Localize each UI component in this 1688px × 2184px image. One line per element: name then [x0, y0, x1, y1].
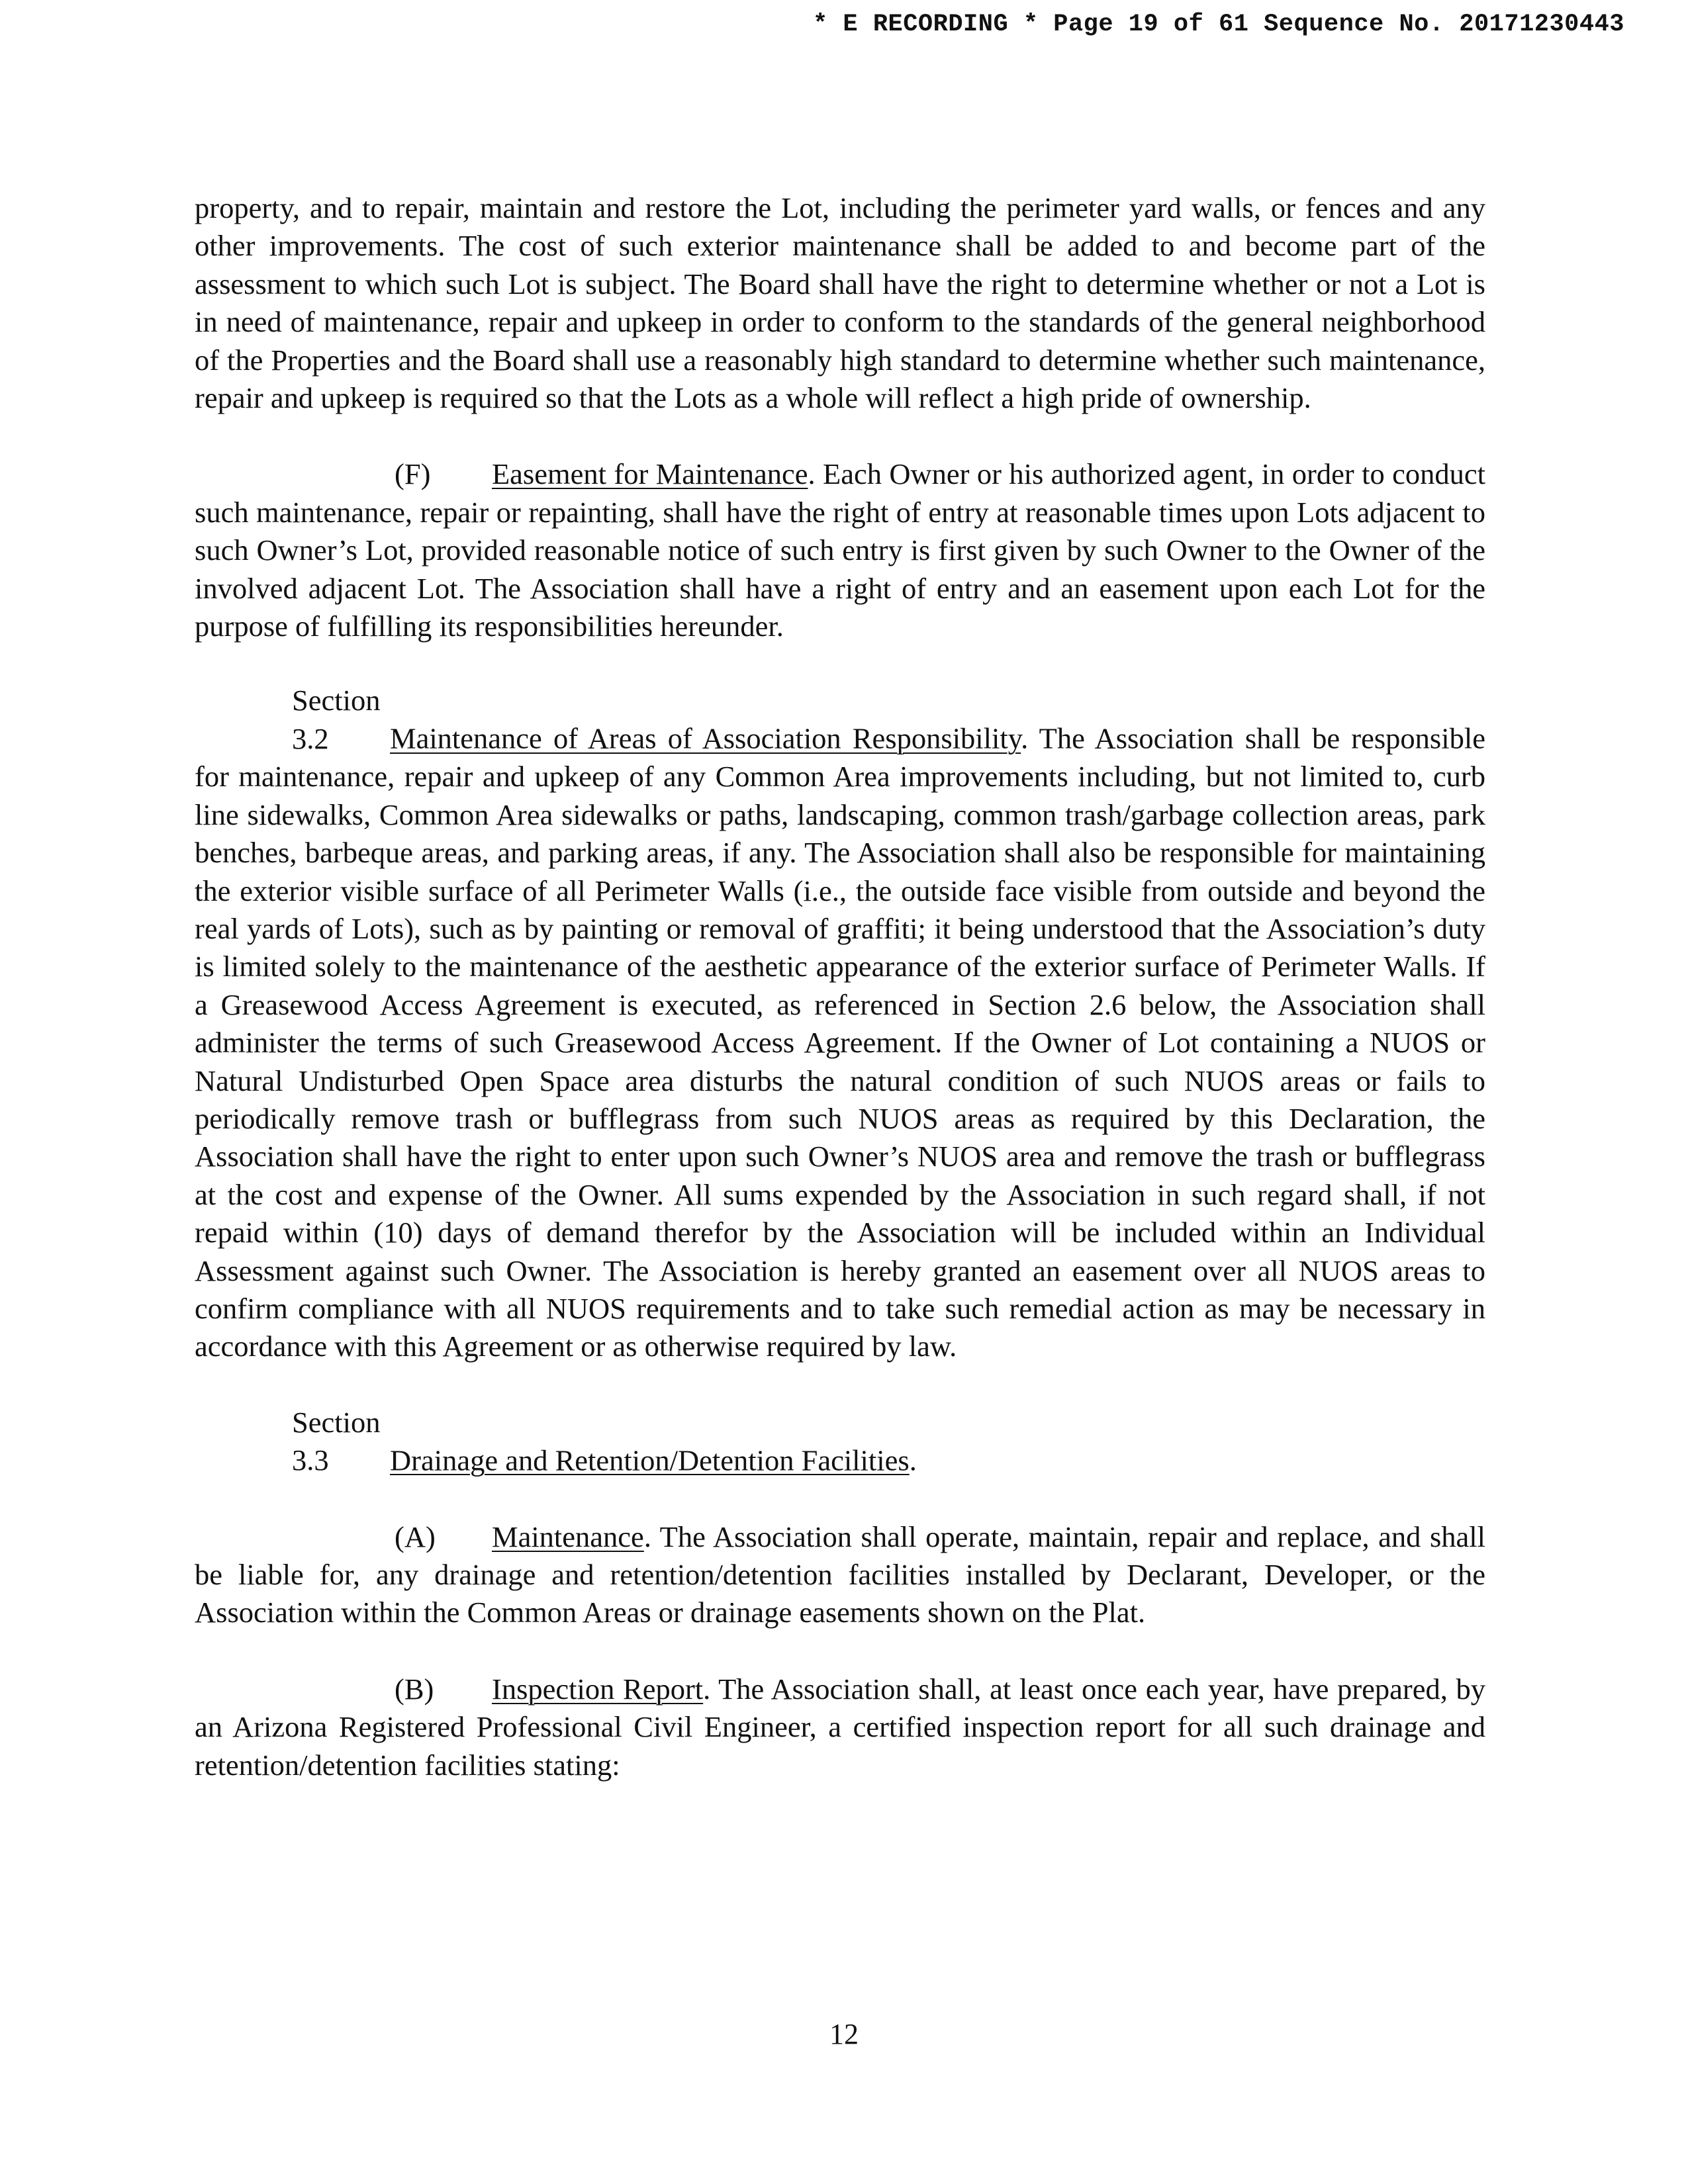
section-3-3-text: . [909, 1443, 917, 1477]
paragraph-f-heading: Easement for Maintenance [492, 457, 808, 491]
section-3-3-heading: Drainage and Retention/Detention Facilities [390, 1443, 910, 1477]
paragraph-f-easement [195, 455, 1485, 645]
paragraph-b-heading: Inspection Report [492, 1672, 704, 1706]
section-3-2-label: Section 3.2 [292, 684, 381, 755]
paragraph-a-maintenance [195, 1518, 1485, 1632]
paragraph-a-label: (A) [395, 1520, 436, 1553]
paragraph-continuation: property, and to repair, maintain and restore the Lot, including the perimeter yard walls, or fences and any other improvements. The cost of such exterior maintenance shall be added to and become part of the assessment to which such Lot is subject. The Board shall have the right to determine whether or not a Lot is in need of maintenance, repair and upkeep in order to conform to the standards of the general neighborhood of the Properties and the Board shall use a reasonably high standard to determine whether such maintenance, repair and upkeep is required so that the Lots as a whole will reflect a high pride of ownership. [195, 191, 1485, 415]
recording-header: * E RECORDING * Page 19 of 61 Sequence No. 20171230443 [813, 11, 1624, 38]
document-body [195, 189, 1485, 1784]
section-3-2 [195, 682, 1485, 1365]
paragraph-a-heading: Maintenance [492, 1520, 644, 1553]
paragraph-f-text: . Each Owner or his authorized agent, in order to conduct such maintenance, repair or repainting, shall have the right of entry at reasonable times upon Lots adjacent to such Owner’s Lot, provided reasonable notice of such entry is first given by such Owner to the Owner of the involved adjacent Lot. The Association shall have a right of entry and an easement upon each Lot for the purpose of fulfilling its responsibilities hereunder. [195, 457, 1485, 643]
section-3-2-text: . The Association shall be responsible for maintenance, repair and upkeep of any Common Area improvements including, but not limited to, curb line sidewalks, Common Area sidewalks or paths, landscaping, common trash/garbage collection areas, park benches, barbeque areas, and parking areas, if any. The Association shall also be responsible for maintaining the exterior visible surface of all Perimeter Walls (i.e., the outside face visible from outside and beyond the real yards of Lots), such as by painting or removal of graffiti; it being understood that the Association’s duty is limited solely to the maintenance of the aesthetic appearance of the exterior surface of Perimeter Walls. If a Greasewood Access Agreement is executed, as referenced in Section 2.6 below, the Association shall administer the terms of such Greasewood Access Agreement. If the Owner of Lot containing a NUOS or Natural Undisturbed Open Space area disturbs the natural condition of such NUOS areas or fails to periodically remove trash or bufflegrass from such NUOS areas as required by this Declaration, the Association shall have the right to enter upon such Owner’s NUOS area and remove the trash or bufflegrass at the cost and expense of the Owner. All sums expended by the Association in such regard shall, if not repaid within (10) days of demand therefor by the Association will be included within an Individual Assessment against such Owner. The Association is hereby granted an easement over all NUOS areas to confirm compliance with all NUOS requirements and to take such remedial action as may be necessary in accordance with this Agreement or as otherwise required by law. [195, 721, 1485, 1363]
paragraph-a-text: . The Association shall operate, maintain, repair and replace, and shall be liable for, any drainage and retention/detention facilities installed by Declarant, Developer, or the Association within the Common Areas or drainage easements shown on the Plat. [195, 1520, 1485, 1629]
section-3-3-label: Section 3.3 [292, 1405, 381, 1477]
paragraph-b-inspection [195, 1670, 1485, 1784]
section-3-3 [195, 1404, 1485, 1480]
page-number: 12 [829, 2018, 859, 2050]
section-3-2-heading: Maintenance of Areas of Association Responsibility [390, 721, 1021, 755]
paragraph-f-label: (F) [395, 457, 431, 491]
paragraph-b-text: . The Association shall, at least once each year, have prepared, by an Arizona Registered Professional Civil Engineer, a certified inspection report for all such drainage and retention/detention facilities stating: [195, 1672, 1486, 1782]
paragraph-b-label: (B) [395, 1672, 434, 1706]
